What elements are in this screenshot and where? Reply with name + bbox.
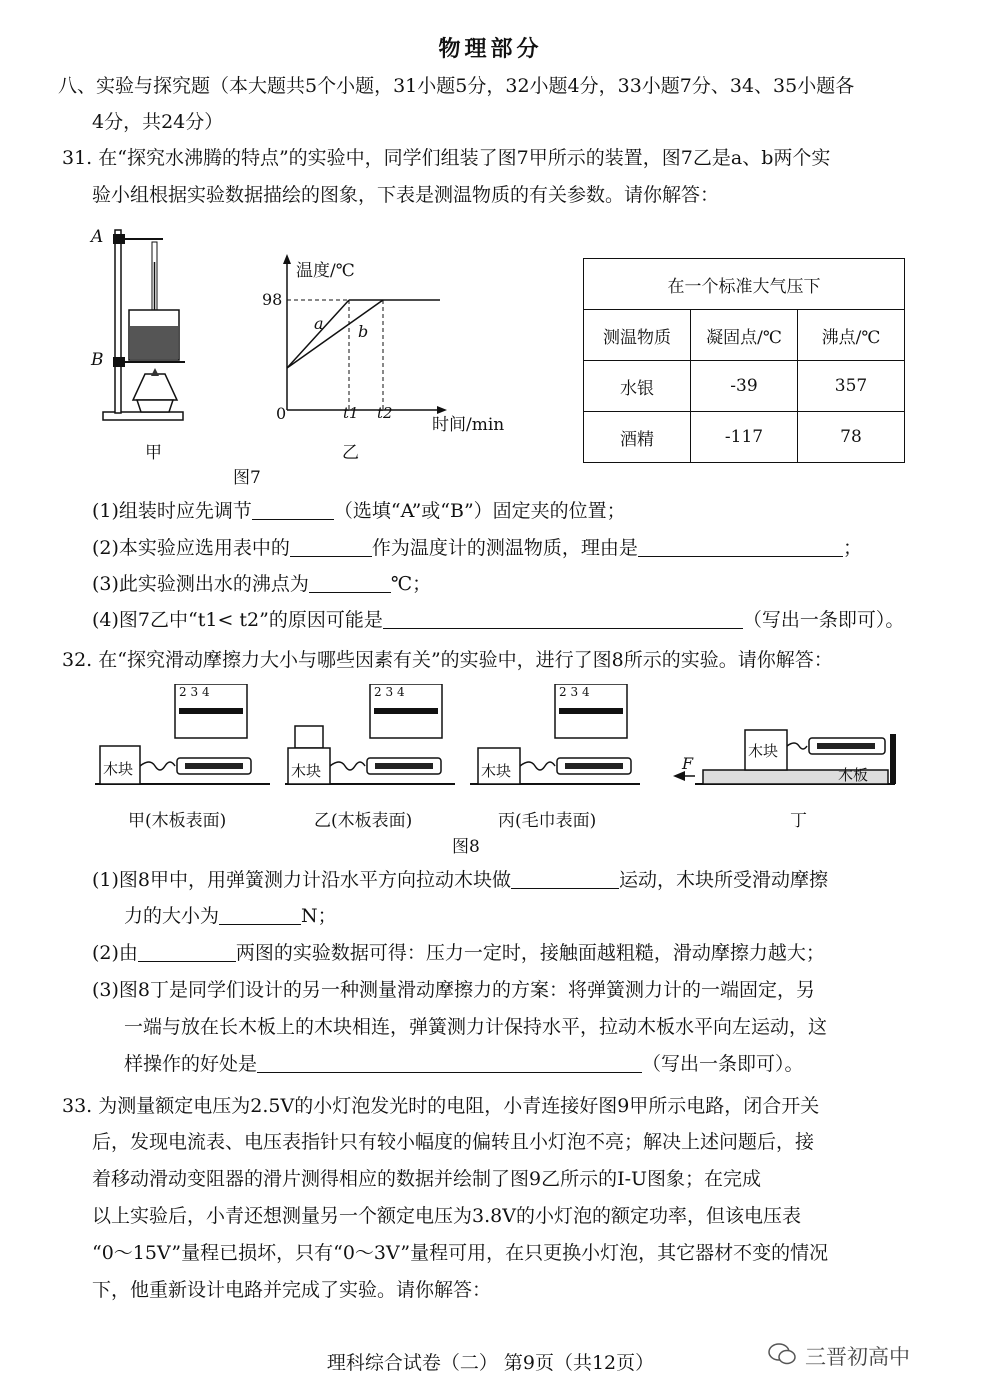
section-heading-line2: 4分，共24分）	[92, 111, 224, 133]
q31-sub1	[92, 499, 626, 523]
block-label-jia: 木块	[103, 760, 134, 778]
answer-blank[interactable]	[219, 906, 301, 925]
scale-number: 3	[190, 685, 199, 699]
clamp-B	[113, 357, 125, 367]
q32-sub2-text2: 两图的实验数据可得：压力一定时，接触面越粗糙，滑动摩擦力越大；	[235, 942, 825, 964]
scale-number: 3	[570, 685, 579, 699]
caption-yi: 乙	[342, 443, 359, 463]
label-A: A	[91, 227, 104, 247]
q31-sub1-text: (1)组装时应先调节	[92, 500, 252, 522]
table-cell: -39	[691, 361, 798, 412]
line-b	[287, 300, 383, 368]
wechat-icon	[768, 1342, 796, 1366]
answer-blank[interactable]	[138, 943, 236, 962]
q33-line3: 着移动滑动变阻器的滑片测得相应的数据并绘制了图9乙所示的I-U图象；在完成	[92, 1168, 762, 1190]
q33-line6: 下，他重新设计电路并完成了实验。请你解答：	[92, 1279, 492, 1301]
clamp-A	[113, 234, 125, 244]
scale-numbers-yi	[374, 686, 405, 698]
scale-number: 4	[581, 685, 590, 699]
q32-sub3-line3	[124, 1052, 804, 1076]
graph-ytick-98: 98	[262, 290, 283, 309]
graph-origin: 0	[276, 404, 287, 423]
scale-number: 4	[396, 685, 405, 699]
q32-sub1-text: (1)图8甲中，用弹簧测力计沿水平方向拉动木块做	[92, 869, 512, 891]
graph-line-b-label: b	[358, 322, 369, 341]
force-label: F	[682, 754, 694, 773]
graph-t2: t2	[377, 404, 393, 422]
stand-rod	[115, 230, 121, 413]
q31-sub2-text2: 作为温度计的测温物质，理由是	[371, 537, 638, 559]
board-label: 木板	[838, 766, 869, 784]
q32-sub1-text3: 力的大小为	[124, 905, 220, 927]
q32-sub1-text2: 运动，木块所受滑动摩擦	[619, 869, 829, 891]
caption-jia-board: 甲(木板表面)	[128, 811, 227, 831]
answer-blank[interactable]	[257, 1054, 642, 1073]
scale-number: 4	[201, 685, 210, 699]
q31-sub4-text: (4)图7乙中“t1< t2”的原因可能是	[92, 609, 383, 631]
q33-line5: “0～15V”量程已损坏，只有“0～3V”量程可用，在只更换小灯泡，其它器材不变的情况	[92, 1242, 829, 1264]
q33-line4: 以上实验后，小青还想测量另一个额定电压为3.8V的小灯泡的额定功率，但该电压表	[92, 1205, 801, 1227]
q31-sub4	[92, 608, 904, 632]
answer-blank[interactable]	[638, 538, 843, 557]
q33-line2: 后，发现电流表、电压表指针只有较小幅度的偏转且小灯泡不亮；解决上述问题后，接	[92, 1131, 815, 1153]
table-cell: 357	[798, 361, 905, 412]
answer-blank[interactable]	[252, 501, 334, 520]
q32-sub1-cont	[124, 904, 337, 928]
table-row	[584, 361, 905, 412]
scale-numbers-bing	[559, 686, 590, 698]
scale-number: 2	[374, 685, 382, 699]
graph-line-a-label: a	[314, 314, 324, 333]
figure8-caption: 图8	[452, 837, 480, 857]
fixed-wall	[890, 734, 896, 784]
graph-t1: t1	[343, 404, 359, 422]
caption-jia: 甲	[145, 443, 162, 463]
q32-sub1-text4: N；	[301, 905, 337, 927]
q31-sub4-text2: （写出一条即可）。	[742, 609, 905, 631]
table-cell: 78	[798, 412, 905, 463]
watermark: 三晋初高中	[805, 1345, 910, 1369]
q31-stem-line2: 验小组根据实验数据描绘的图象，下表是测温物质的有关参数。请你解答：	[92, 184, 720, 206]
answer-blank[interactable]	[309, 574, 391, 593]
graph-ylabel: 温度/℃	[296, 261, 355, 281]
block-label-bing: 木块	[481, 762, 512, 780]
table-row	[584, 412, 905, 463]
scale-number: 2	[179, 685, 187, 699]
q32-sub1	[92, 868, 828, 892]
q32-sub2-text: (2)由	[92, 942, 138, 964]
table-header: 测温物质	[584, 310, 691, 361]
block-label-yi: 木块	[291, 762, 322, 780]
caption-bing-towel: 丙(毛巾表面)	[498, 811, 597, 831]
page-title: 物理部分	[438, 36, 543, 62]
q31-sub1-text2: （选填“A”或“B”）固定夹的位置；	[333, 500, 626, 522]
answer-blank[interactable]	[383, 610, 743, 629]
friction-experiment-figure	[95, 684, 915, 804]
q33-line1: 33. 为测量额定电压为2.5V的小灯泡发光时的电阻，小青连接好图9甲所示电路，闭合开关	[62, 1095, 820, 1117]
weight	[295, 726, 323, 748]
table-header: 凝固点/℃	[691, 310, 798, 361]
section-heading-line1: 八、实验与探究题（本大题共5个小题，31小题5分，32小题4分，33小题7分、34、35小题各	[58, 75, 855, 97]
answer-blank[interactable]	[290, 538, 372, 557]
boiling-apparatus-figure	[85, 222, 195, 432]
q32-stem: 32. 在“探究滑动摩擦力大小与哪些因素有关”的实验中，进行了图8所示的实验。请你解答：	[62, 649, 833, 671]
q32-sub3-text2: （写出一条即可）。	[642, 1053, 804, 1075]
q32-sub3-line2: 一端与放在长木板上的木块相连，弹簧测力计保持水平，拉动木板水平向左运动，这	[124, 1016, 828, 1038]
label-B: B	[91, 350, 104, 370]
alcohol-lamp	[133, 374, 177, 400]
table-cell: -117	[691, 412, 798, 463]
table-cell: 酒精	[584, 412, 691, 463]
caption-yi-board: 乙(木板表面)	[314, 811, 413, 831]
q31-sub2	[92, 536, 862, 560]
q32-sub3-text: 样操作的好处是	[124, 1053, 258, 1075]
answer-blank[interactable]	[511, 870, 619, 889]
block-label-ding: 木块	[748, 742, 779, 760]
scale-numbers-jia	[179, 686, 210, 698]
table-cell: 水银	[584, 361, 691, 412]
q31-sub3-text2: ℃；	[390, 573, 432, 595]
q31-stem-line1: 31. 在“探究水沸腾的特点”的实验中，同学们组装了图7甲所示的装置，图7乙是a、b两个实	[62, 147, 831, 169]
q32-sub2	[92, 941, 825, 965]
scale-number: 2	[559, 685, 567, 699]
thermometric-table	[583, 258, 905, 463]
caption-ding: 丁	[790, 811, 807, 831]
water	[130, 326, 178, 359]
table-title: 在一个标准大气压下	[584, 259, 905, 310]
page-footer: 理科综合试卷（二） 第9页（共12页）	[326, 1352, 655, 1374]
graph-xlabel: 时间/min	[432, 415, 505, 435]
q31-sub3-text: (3)此实验测出水的沸点为	[92, 573, 309, 595]
line-a	[287, 300, 349, 368]
table-header: 沸点/℃	[798, 310, 905, 361]
q31-sub2-text3: ；	[842, 537, 862, 559]
scale-number: 3	[385, 685, 394, 699]
q31-sub2-text: (2)本实验应选用表中的	[92, 537, 290, 559]
q31-sub3	[92, 572, 431, 596]
q32-sub3-line1: (3)图8丁是同学们设计的另一种测量滑动摩擦力的方案：将弹簧测力计的一端固定，另	[92, 979, 816, 1001]
figure7-caption: 图7	[233, 468, 261, 488]
